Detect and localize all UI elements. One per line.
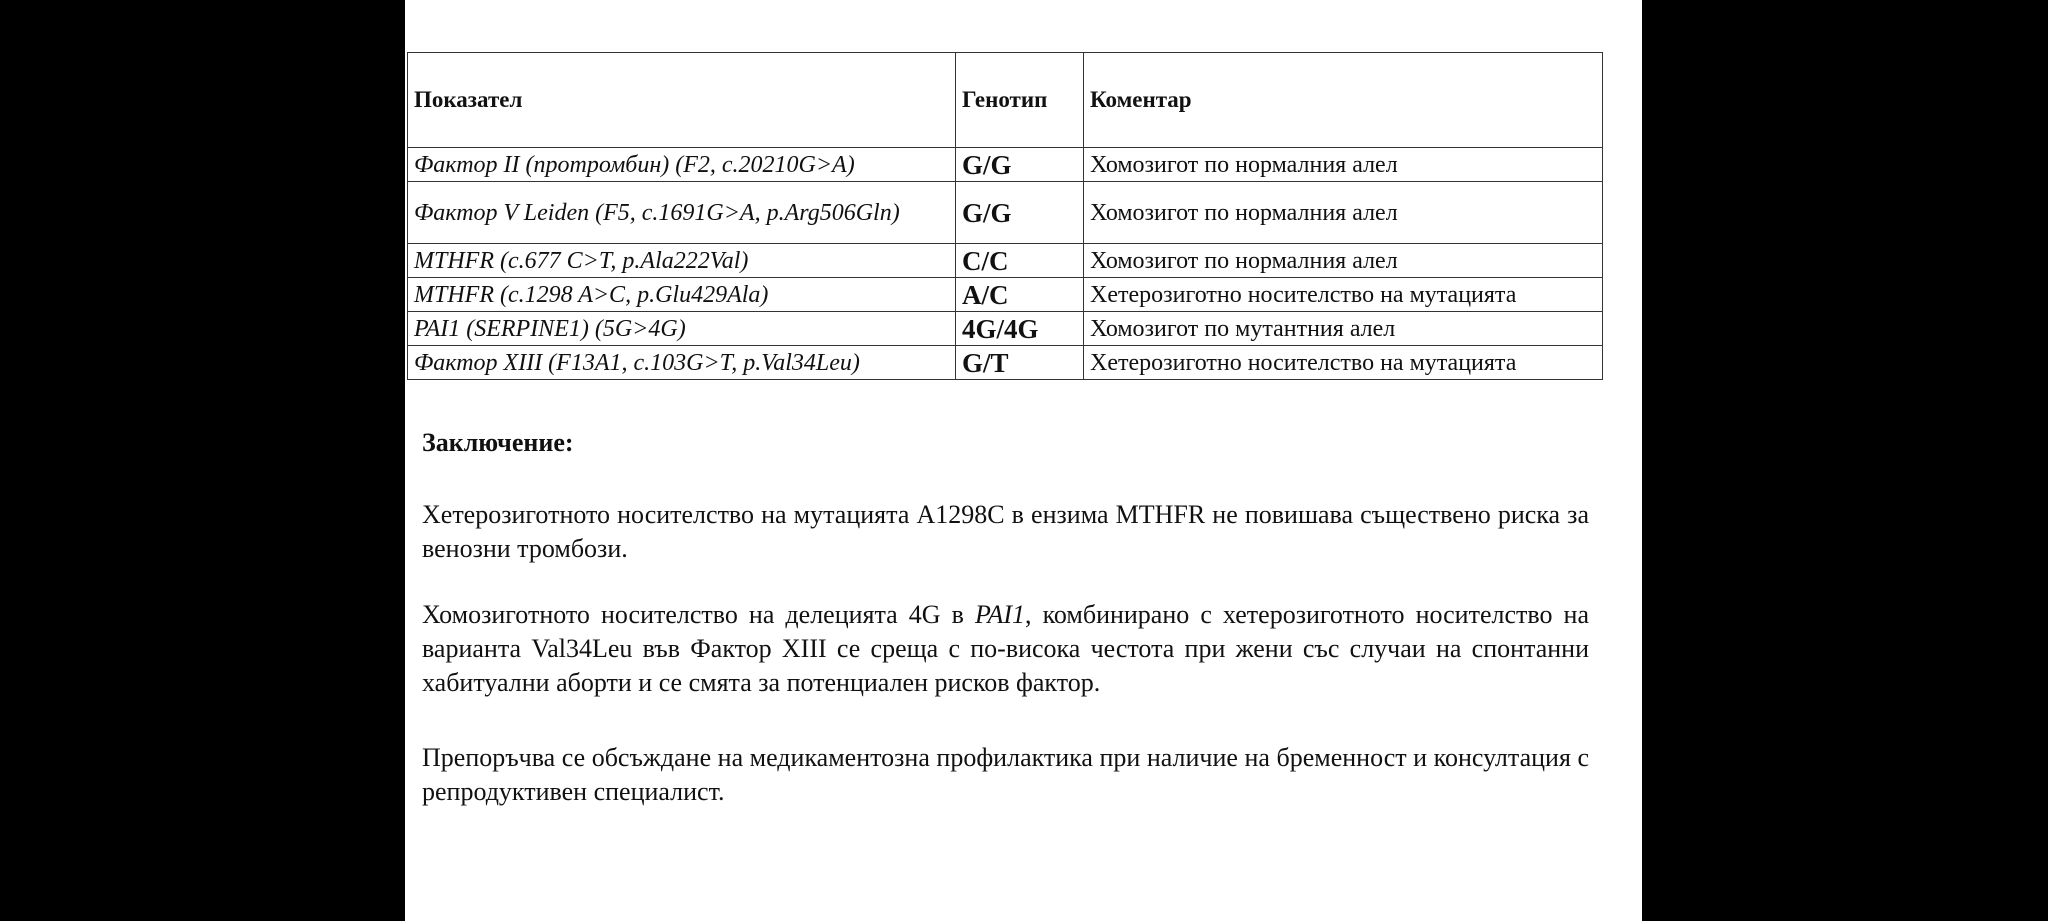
comment-cell: Хомозигот по нормалния алел [1084,244,1603,278]
genotype-cell: G/T [956,346,1084,380]
gene-name: PAI1 [974,600,1026,629]
comment-cell: Хомозигот по нормалния алел [1084,148,1603,182]
header-genotype: Генотип [956,53,1084,148]
table-row [408,278,1603,312]
genotype-cell: 4G/4G [956,312,1084,346]
genotype-cell: G/G [956,148,1084,182]
genotype-table [407,52,1603,380]
indicator-cell: MTHFR (c.1298 A>C, p.Glu429Ala) [408,278,956,312]
comment-cell: Хомозигот по мутантния алел [1084,312,1603,346]
table-row [408,312,1603,346]
header-indicator: Показател [408,53,956,148]
conclusion-paragraph-2 [422,598,1589,700]
table-row [408,148,1603,182]
indicator-cell: Фактор XIII (F13A1, c.103G>T, p.Val34Leu) [408,346,956,380]
paragraph-text: Хомозиготното носителство на делецията 4G в [422,600,975,629]
indicator-cell: Фактор V Leiden (F5, c.1691G>A, p.Arg506Gln) [408,182,956,244]
header-comment: Коментар [1084,53,1603,148]
indicator-cell: PAI1 (SERPINE1) (5G>4G) [408,312,956,346]
conclusion-paragraph-1: Хетерозиготното носителство на мутацията A1298C в ензима MTHFR не повишава съществено риска за венозни тромбози. [422,500,1589,563]
table-header-row [408,53,1603,148]
genotype-cell: A/C [956,278,1084,312]
genotype-cell: G/G [956,182,1084,244]
conclusion-heading: Заключение: [422,428,574,457]
comment-cell: Хомозигот по нормалния алел [1084,182,1603,244]
table-row [408,346,1603,380]
indicator-cell: MTHFR (c.677 C>T, p.Ala222Val) [408,244,956,278]
table-row [408,182,1603,244]
genotype-cell: C/C [956,244,1084,278]
conclusion-paragraph-3: Препоръчва се обсъждане на медикаментозна профилактика при наличие на бременност и консултация с репродуктивен специалист. [422,743,1589,806]
comment-cell: Хетерозиготно носителство на мутацията [1084,346,1603,380]
comment-cell: Хетерозиготно носителство на мутацията [1084,278,1603,312]
document-page [405,0,1642,921]
table-row [408,244,1603,278]
indicator-cell: Фактор II (протромбин) (F2, c.20210G>A) [408,148,956,182]
paragraph-text: , комбинирано с хетерозиготното носителство на варианта Val34Leu във Фактор XIII се среща с по-висока честота при жени със случаи на спонтанни хабитуални аборти и се смята за потенциален рисков фактор. [422,600,1589,697]
